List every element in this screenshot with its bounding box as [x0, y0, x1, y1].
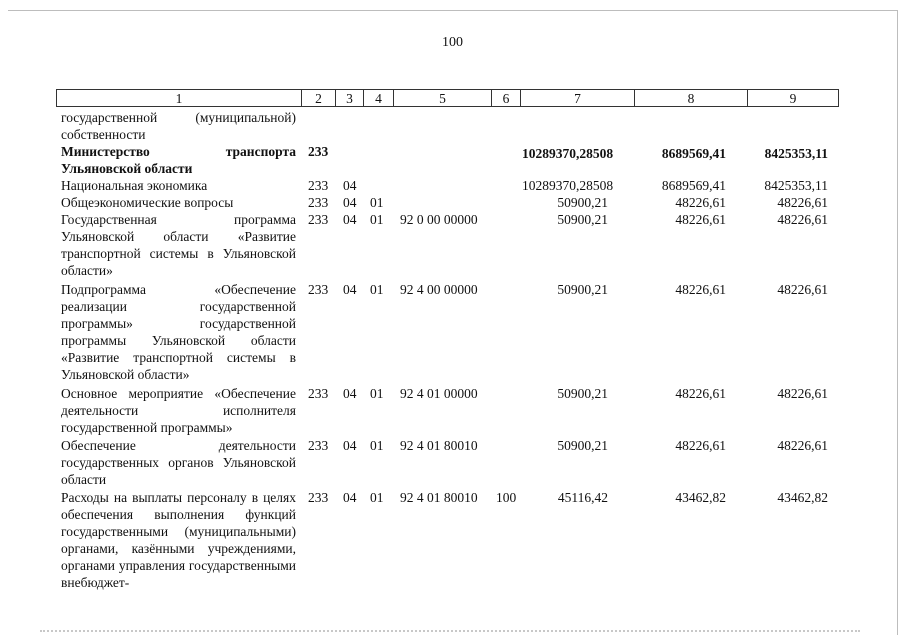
column-header-1: 1 — [56, 89, 301, 107]
row-code-subsection: 01 — [370, 438, 384, 453]
row-amount-8: 8689569,41 — [661, 146, 726, 161]
row-amount-9: 48226,61 — [777, 212, 828, 227]
row-code-section: 04 — [343, 212, 357, 227]
row-amount-7: 10289370,28508 — [522, 178, 614, 193]
row-amount-7: 45116,42 — [557, 490, 608, 505]
row-code-ministry: 233 — [308, 212, 329, 227]
row-code-ministry: 233 — [308, 490, 329, 505]
row-code-ministry: 233 — [308, 195, 329, 210]
row-code-target: 92 4 01 00000 — [400, 386, 478, 401]
row-amount-8: 48226,61 — [675, 212, 726, 227]
row-name: Национальная экономика — [61, 178, 208, 193]
row-code-subsection: 01 — [370, 490, 384, 505]
row-amount-8: 48226,61 — [675, 282, 726, 297]
row-amount-7: 10289370,28508 — [522, 146, 614, 161]
row-amount-7: 50900,21 — [557, 195, 608, 210]
page-border-top — [8, 10, 898, 11]
row-amount-8: 48226,61 — [675, 386, 726, 401]
column-header-4: 4 — [363, 89, 393, 107]
row-name: Обеспечение деятельности государственных органов Ульяновской области — [61, 438, 296, 487]
row-name: Основное мероприятие «Обеспечение деятельности исполнителя государственной программы» — [61, 386, 296, 435]
row-code-target: 92 4 01 80010 — [400, 490, 478, 505]
row-code-ministry: 233 — [308, 178, 329, 193]
row-code-expense-type: 100 — [496, 490, 517, 505]
row-code-subsection: 01 — [370, 282, 384, 297]
row-name: Министерство транспорта Ульяновской области — [61, 144, 296, 176]
row-code-target: 92 0 00 00000 — [400, 212, 478, 227]
column-header-9: 9 — [747, 89, 839, 107]
row-amount-7: 50900,21 — [557, 438, 608, 453]
row-code-subsection: 01 — [370, 195, 384, 210]
row-amount-8: 48226,61 — [675, 195, 726, 210]
row-amount-8: 48226,61 — [675, 438, 726, 453]
row-amount-9: 48226,61 — [777, 195, 828, 210]
row-amount-9: 48226,61 — [777, 438, 828, 453]
row-code-subsection: 01 — [370, 386, 384, 401]
scan-artifact-line — [40, 630, 860, 634]
row-amount-9: 48226,61 — [777, 386, 828, 401]
row-amount-7: 50900,21 — [557, 386, 608, 401]
row-code-ministry: 233 — [308, 386, 329, 401]
page-border-right — [897, 10, 898, 635]
row-name: Подпрограмма «Обеспечение реализации государственной программы» государственной программы Ульяновской области «Развитие транспортной системы в Ульяновской области» — [61, 282, 296, 382]
row-code-section: 04 — [343, 490, 357, 505]
row-code-section: 04 — [343, 438, 357, 453]
row-name: Расходы на выплаты персоналу в целях обеспечения выполнения функций государственными (муниципальными) органами, казёнными учреждениями, органами управления государственными внебюджет- — [61, 490, 296, 590]
row-amount-9: 43462,82 — [777, 490, 828, 505]
column-header-7: 7 — [520, 89, 634, 107]
row-name: Общеэкономические вопросы — [61, 195, 234, 210]
row-code-section: 04 — [343, 195, 357, 210]
row-amount-8: 8689569,41 — [661, 178, 726, 193]
row-name: государственной (муниципальной) собственности — [61, 110, 296, 142]
row-code-ministry: 233 — [308, 282, 329, 297]
column-header-3: 3 — [335, 89, 363, 107]
row-amount-7: 50900,21 — [557, 282, 608, 297]
page-number: 100 — [442, 35, 463, 50]
row-amount-7: 50900,21 — [557, 212, 608, 227]
row-amount-9: 48226,61 — [777, 282, 828, 297]
row-code-ministry: 233 — [308, 438, 329, 453]
row-code-target: 92 4 00 00000 — [400, 282, 478, 297]
column-header-5: 5 — [393, 89, 491, 107]
row-code-ministry: 233 — [308, 144, 329, 159]
row-code-subsection: 01 — [370, 212, 384, 227]
column-header-8: 8 — [634, 89, 747, 107]
column-header-2: 2 — [301, 89, 335, 107]
column-header-6: 6 — [491, 89, 520, 107]
row-code-section: 04 — [343, 386, 357, 401]
row-amount-8: 43462,82 — [675, 490, 726, 505]
row-code-section: 04 — [343, 178, 357, 193]
row-name: Государственная программа Ульяновской области «Развитие транспортной системы в Ульяновской области» — [61, 212, 296, 278]
row-amount-9: 8425353,11 — [764, 178, 828, 193]
row-code-target: 92 4 01 80010 — [400, 438, 478, 453]
row-amount-9: 8425353,11 — [764, 146, 828, 161]
row-code-section: 04 — [343, 282, 357, 297]
